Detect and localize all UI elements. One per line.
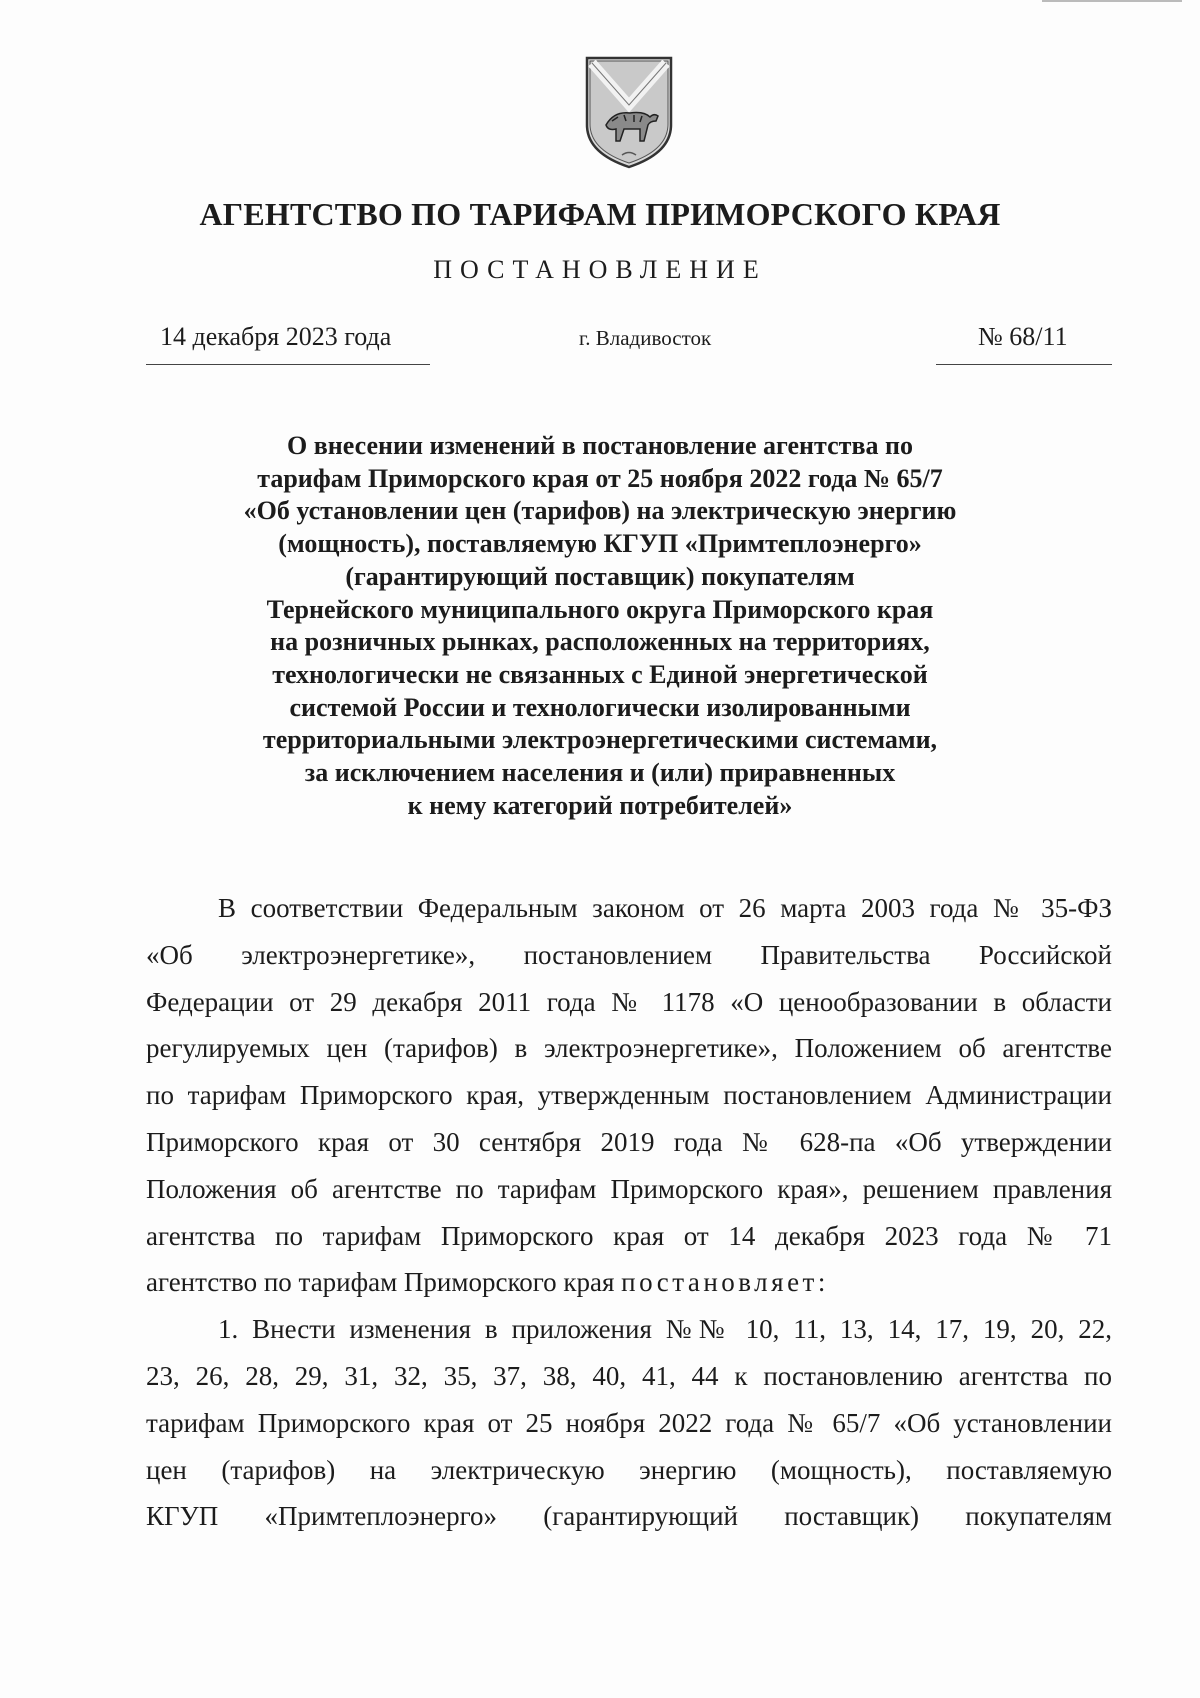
agency-name: АГЕНТСТВО ПО ТАРИФАМ ПРИМОРСКОГО КРАЯ — [199, 196, 1001, 232]
title-line: (мощность), поставляемую КГУП «Примтеплоэнерго» — [278, 529, 922, 559]
title-line: «Об установлении цен (тарифов) на электрическую энергию — [243, 496, 957, 526]
body-line: КГУП «Примтеплоэнерго» (гарантирующий поставщик) покупателям — [146, 1501, 1112, 1532]
title-line: системой России и технологически изолированными — [289, 692, 911, 722]
document-date: 14 декабря 2023 года — [160, 322, 392, 351]
title-line: Тернейского муниципального округа Приморского края — [266, 594, 934, 624]
title-line: на розничных рынках, расположенных на территориях, — [270, 627, 930, 657]
resolution-prefix: агентство по тарифам Приморского края — [146, 1267, 622, 1298]
body-line: Приморского края от 30 сентября 2019 года № 628-па «Об утверждении — [146, 1126, 1112, 1157]
document-city: г. Владивосток — [579, 326, 712, 350]
body-line: «Об электроэнергетике», постановлением Правительства Российской — [146, 939, 1112, 970]
body-line: агентства по тарифам Приморского края от 14 декабря 2023 года № 71 — [146, 1220, 1112, 1251]
document-title — [200, 430, 1000, 822]
title-line: за исключением населения и (или) приравненных — [304, 758, 896, 788]
resolution-keyword: постановляет: — [621, 1267, 829, 1298]
body-line-resolution — [146, 1259, 1112, 1306]
title-line: территориальными электроэнергетическими системами, — [262, 725, 938, 755]
body-line: 23, 26, 28, 29, 31, 32, 35, 37, 38, 40, 41, 44 к постановлению агентства по — [146, 1360, 1112, 1391]
title-line: технологически не связанных с Единой энергетической — [272, 659, 928, 689]
title-line: к нему категорий потребителей» — [407, 790, 793, 820]
number-underline — [936, 364, 1112, 365]
body-line: В соответствии Федеральным законом от 26 марта 2003 года № 35-ФЗ — [218, 893, 1112, 923]
body-line: цен (тарифов) на электрическую энергию (мощность), поставляемую — [146, 1454, 1112, 1485]
body-line: тарифам Приморского края от 25 ноября 2022 года № 65/7 «Об установлении — [146, 1407, 1112, 1438]
body-line: Федерации от 29 декабря 2011 года № 1178 «О ценообразовании в области — [146, 986, 1112, 1017]
body-line: по тарифам Приморского края, утвержденным постановлением Администрации — [146, 1080, 1112, 1111]
body-line: Положения об агентстве по тарифам Приморского края», решением правления — [146, 1173, 1112, 1204]
body-line: 1. Внести изменения в приложения №№ 10, 11, 13, 14, 17, 19, 20, 22, — [218, 1314, 1112, 1345]
document-body — [146, 885, 1112, 1540]
title-line: тарифам Приморского края от 25 ноября 2022 года № 65/7 — [257, 463, 943, 493]
document-type: ПОСТАНОВЛЕНИЕ — [433, 255, 767, 284]
primorsky-coat-of-arms-icon — [584, 55, 674, 170]
document-number: № 68/11 — [978, 322, 1068, 351]
body-line: регулируемых цен (тарифов) в электроэнергетике», Положением об агентстве — [146, 1033, 1112, 1064]
title-line: О внесении изменений в постановление агентства по — [287, 431, 913, 460]
scan-edge-mark — [1042, 0, 1182, 2]
title-line: (гарантирующий поставщик) покупателям — [345, 561, 855, 591]
date-underline — [146, 364, 430, 365]
